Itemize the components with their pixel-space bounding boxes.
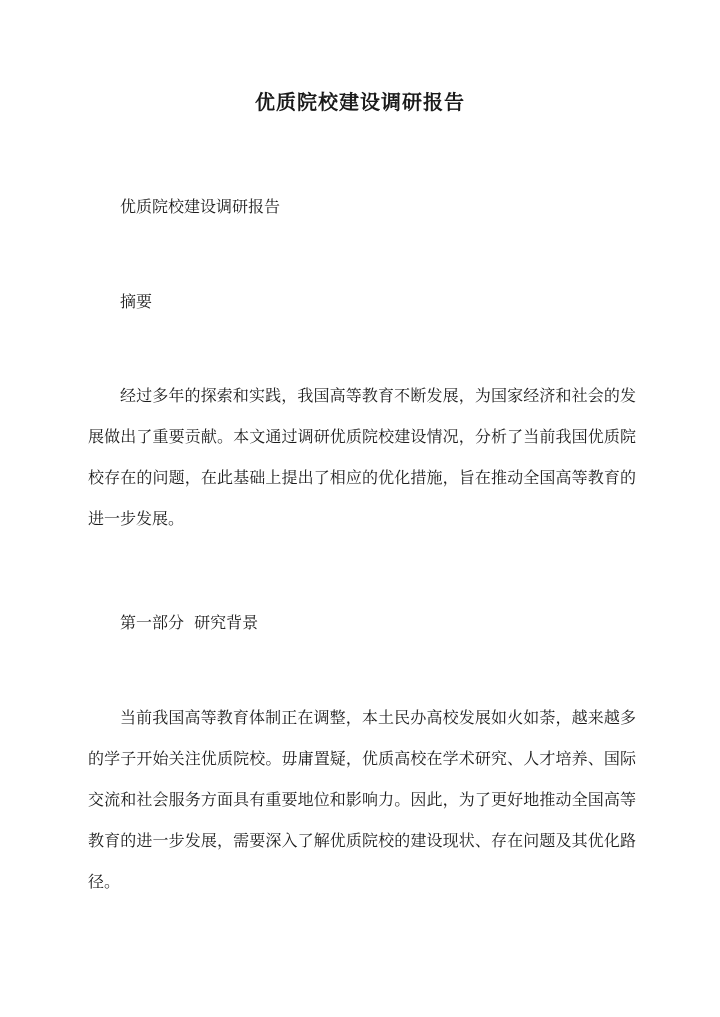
abstract-heading: 摘要: [120, 292, 153, 311]
abstract-paragraph: 经过多年的探索和实践，我国高等教育不断发展，为国家经济和社会的发展做出了重要贡献。本文通过调研优质院校建设情况，分析了当前我国优质院校存在的问题，在此基础上提出了相应的优化措施，旨在推动全国高等教育的进一步发展。: [88, 386, 636, 528]
document-subtitle: 优质院校建设调研报告: [120, 197, 281, 216]
part1-paragraph: 当前我国高等教育体制正在调整，本土民办高校发展如火如荼，越来越多的学子开始关注优质院校。毋庸置疑，优质高校在学术研究、人才培养、国际交流和社会服务方面具有重要地位和影响力。因此，为了更好地推动全国高等教育的进一步发展，需要深入了解优质院校的建设现状、存在问题及其优化路径。: [88, 708, 636, 891]
part1-heading: 第一部分 研究背景: [120, 613, 259, 632]
document-title: 优质院校建设调研报告: [255, 90, 465, 114]
